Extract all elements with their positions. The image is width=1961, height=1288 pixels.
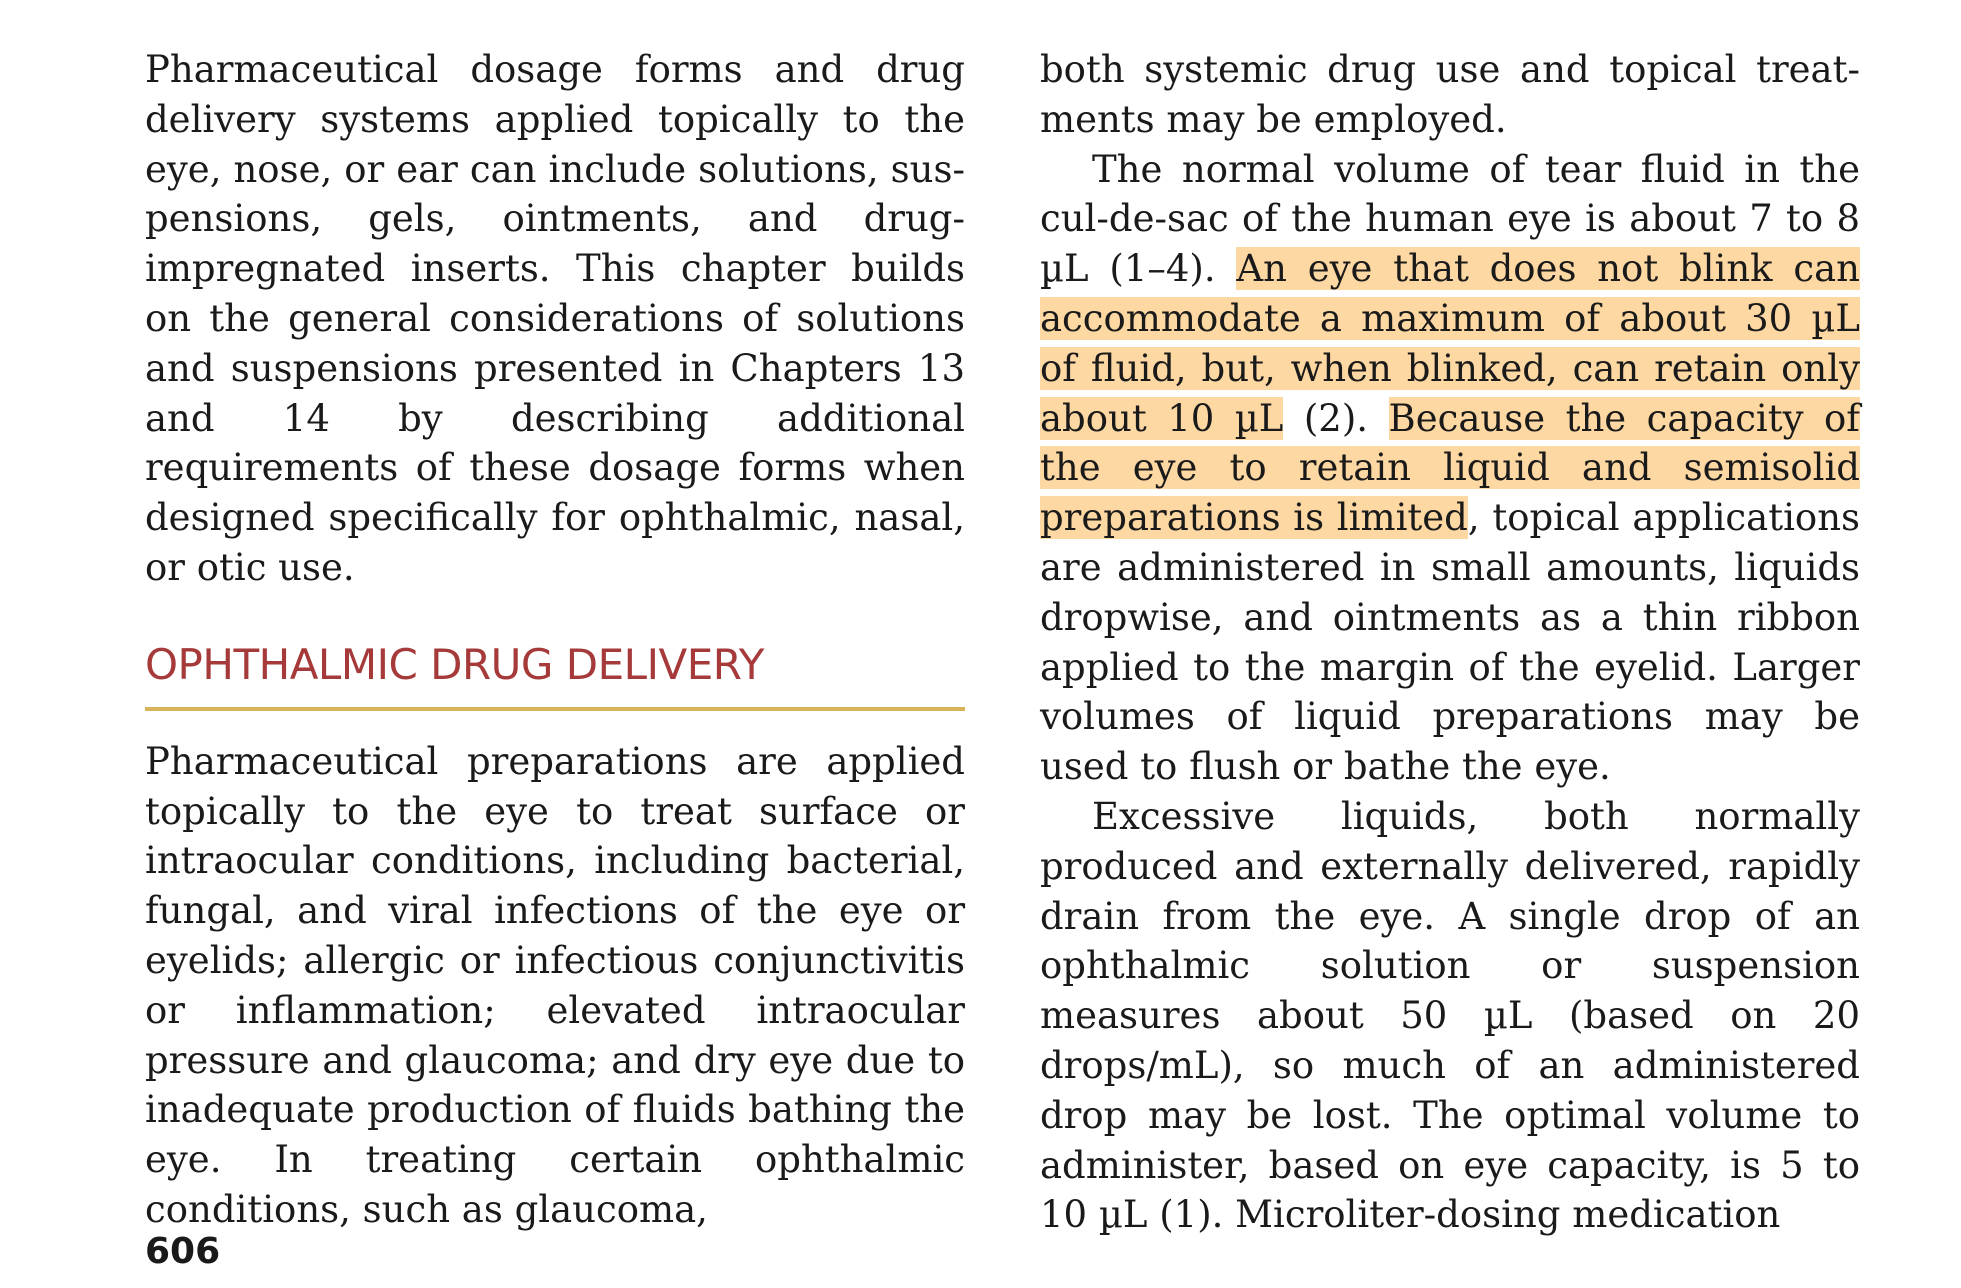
tear-text-2: (2). xyxy=(1283,396,1389,440)
right-column xyxy=(1040,45,1860,1240)
highlight-limited-capacity[interactable]: Because the capacity of the eye to retain liquid and semisolid preparations is limited xyxy=(1040,396,1860,540)
tear-text-3: , topical applications are administered in small amounts, liquids dropwise, and ointments as a thin ribbon applied to the margin of the eyelid. Larger volumes of liquid preparations may be used to flush or bathe the eye. xyxy=(1040,496,1861,789)
section-heading: OPHTHALMIC DRUG DELIVERY xyxy=(145,639,764,689)
drainage-paragraph: Excessive liquids, both normally produced and externally delivered, rapidly drain from the eye. A single drop of an ophthalmic solution or suspension measures about 50 µL (based on 20 drops/mL), so much of an administered drop may be lost. The optimal volume to administer, based on eye capacity, is 5 to 10 µL (1). Microliter-dosing medication xyxy=(1040,794,1860,1237)
highlight-blink-capacity[interactable]: An eye that does not blink can accommodate a maximum of about 30 µL of fluid, but, when blinked, can retain only about 10 µL xyxy=(1040,247,1860,440)
page-number: 606 xyxy=(145,1231,221,1272)
left-column xyxy=(145,45,965,1235)
heading-rule xyxy=(145,707,965,711)
tear-text-1: The normal volume of tear fluid in the cul-de-sac of the human eye is about 7 to 8 µL (1–4). xyxy=(1040,147,1860,291)
tear-volume-paragraph xyxy=(1040,145,1860,792)
section-paragraph: Pharmaceutical preparations are applied topically to the eye to treat surface or intraocular conditions, including bacterial, fungal, and viral infections of the eye or eyelids; allergic or infectious conjunctivitis or inflammation; elevated intraocular pressure and glaucoma; and dry eye due to inadequate production of fluids bathing the eye. In treating certain ophthalmic conditions, such as glaucoma, xyxy=(145,739,965,1231)
intro-paragraph: Pharmaceutical dosage forms and drug delivery systems applied topically to the eye, nose, or ear can include solutions, suspensions, gels, ointments, and drug-impregnated inserts. This chapter builds on the general considerations of solutions and suspensions presented in Chapters 13 and 14 by describing additional requirements of these dosage forms when designed specifically for ophthalmic, nasal, or otic use. xyxy=(145,48,965,589)
continuation-paragraph: both systemic drug use and topical treatments may be employed. xyxy=(1040,48,1860,141)
